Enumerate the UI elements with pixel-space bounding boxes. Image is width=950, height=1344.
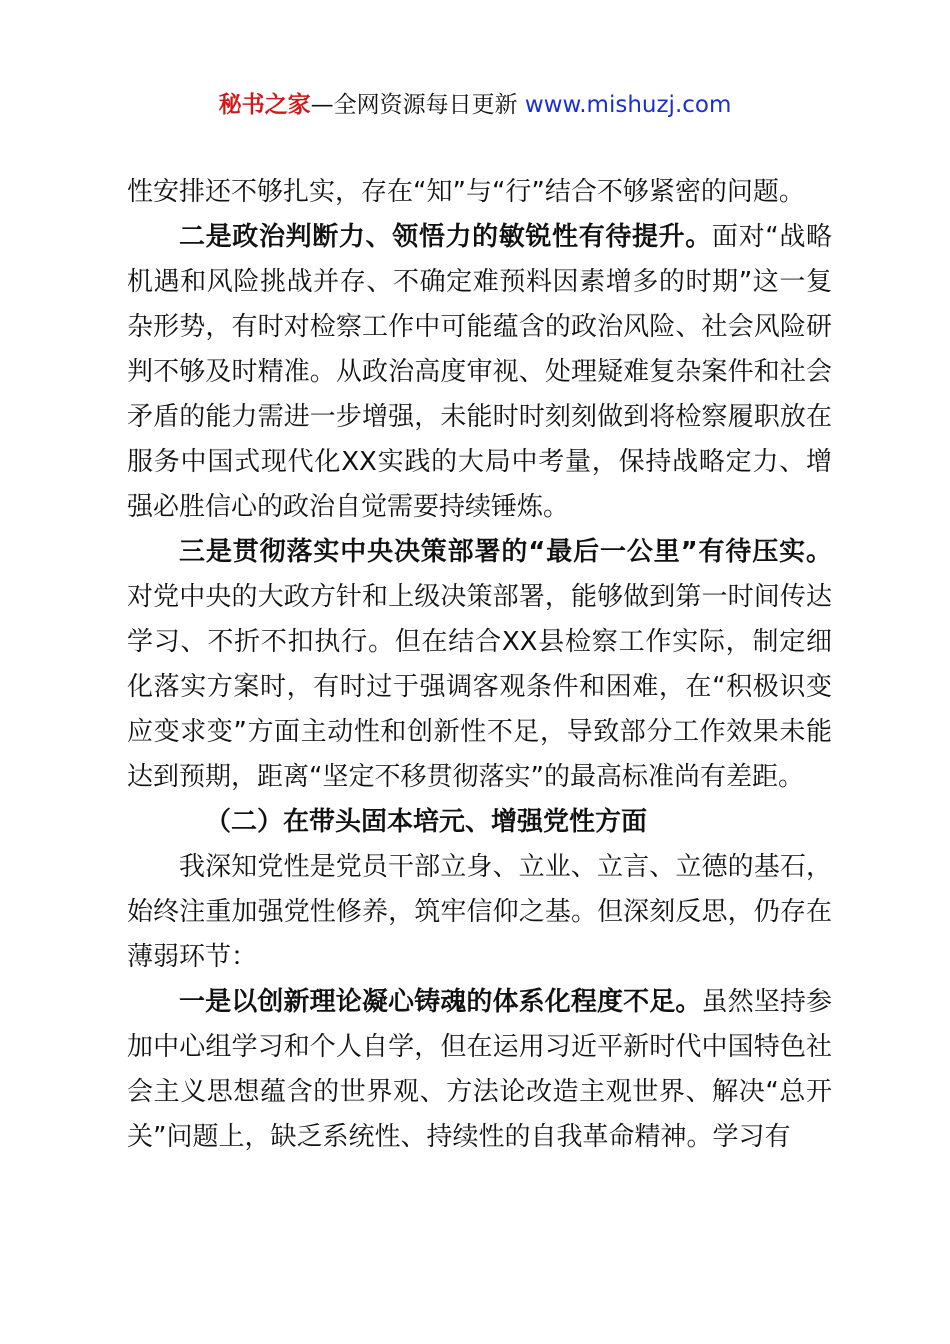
paragraph-lead: 三是贯彻落实中央决策部署的“最后一公里”有待压实。 — [179, 537, 832, 567]
paragraph-text: 面对“战略机遇和风险挑战并存、不确定难预料因素增多的时期”这一复杂形势，有时对检察工作中可能蕴含的政治风险、社会风险研判不够及时精准。从政治高度审视、处理疑难复杂案件和社会矛盾的能力需进一步增强，未能时时刻刻做到将检察履职放在服务中国式现代化XX实践的大局中考量，保持战略定力、增强必胜信心的政治自觉需要持续锤炼。 — [127, 222, 832, 522]
header-brand: 秘书之家 — [218, 92, 311, 118]
paragraph-text: 对党中央的大政方针和上级决策部署，能够做到第一时间传达学习、不折不扣执行。但在结合XX县检察工作实际，制定细化落实方案时，有时过于强调客观条件和困难，在“积极识变应变求变”方面主动性和创新性不足，导致部分工作效果未能达到预期，距离“坚定不移贯彻落实”的最高标准尚有差距。 — [127, 582, 832, 792]
paragraph-lead: 二是政治判断力、领悟力的敏锐性有待提升。 — [179, 222, 712, 252]
paragraph-point-3 — [127, 530, 832, 800]
paragraph-text: 虽然坚持参加中心组学习和个人自学，但在运用习近平新时代中国特色社会主义思想蕴含的世界观、方法论改造主观世界、解决“总开关”问题上，缺乏系统性、持续性的自我革命精神。学习有 — [127, 987, 832, 1152]
section-heading — [127, 800, 832, 845]
paragraph-point-1 — [127, 980, 832, 1160]
header-site-link[interactable]: www.mishuzj.com — [524, 92, 732, 118]
header-tagline: —全网资源每日更新 — [310, 92, 525, 118]
paragraph-lead: 一是以创新理论凝心铸魂的体系化程度不足。 — [179, 987, 702, 1017]
paragraph-text: 我深知党性是党员干部立身、立业、立言、立德的基石，始终注重加强党性修养，筑牢信仰之基。但深刻反思，仍存在薄弱环节： — [127, 852, 832, 972]
section-heading-text: （二）在带头固本培元、增强党性方面 — [205, 807, 648, 837]
page-header — [0, 88, 950, 122]
paragraph-intro — [127, 845, 832, 980]
paragraph-point-2 — [127, 215, 832, 530]
paragraph-text: 性安排还不够扎实，存在“知”与“行”结合不够紧密的问题。 — [127, 177, 805, 207]
paragraph-continuation — [127, 170, 832, 215]
document-body — [127, 170, 832, 1160]
